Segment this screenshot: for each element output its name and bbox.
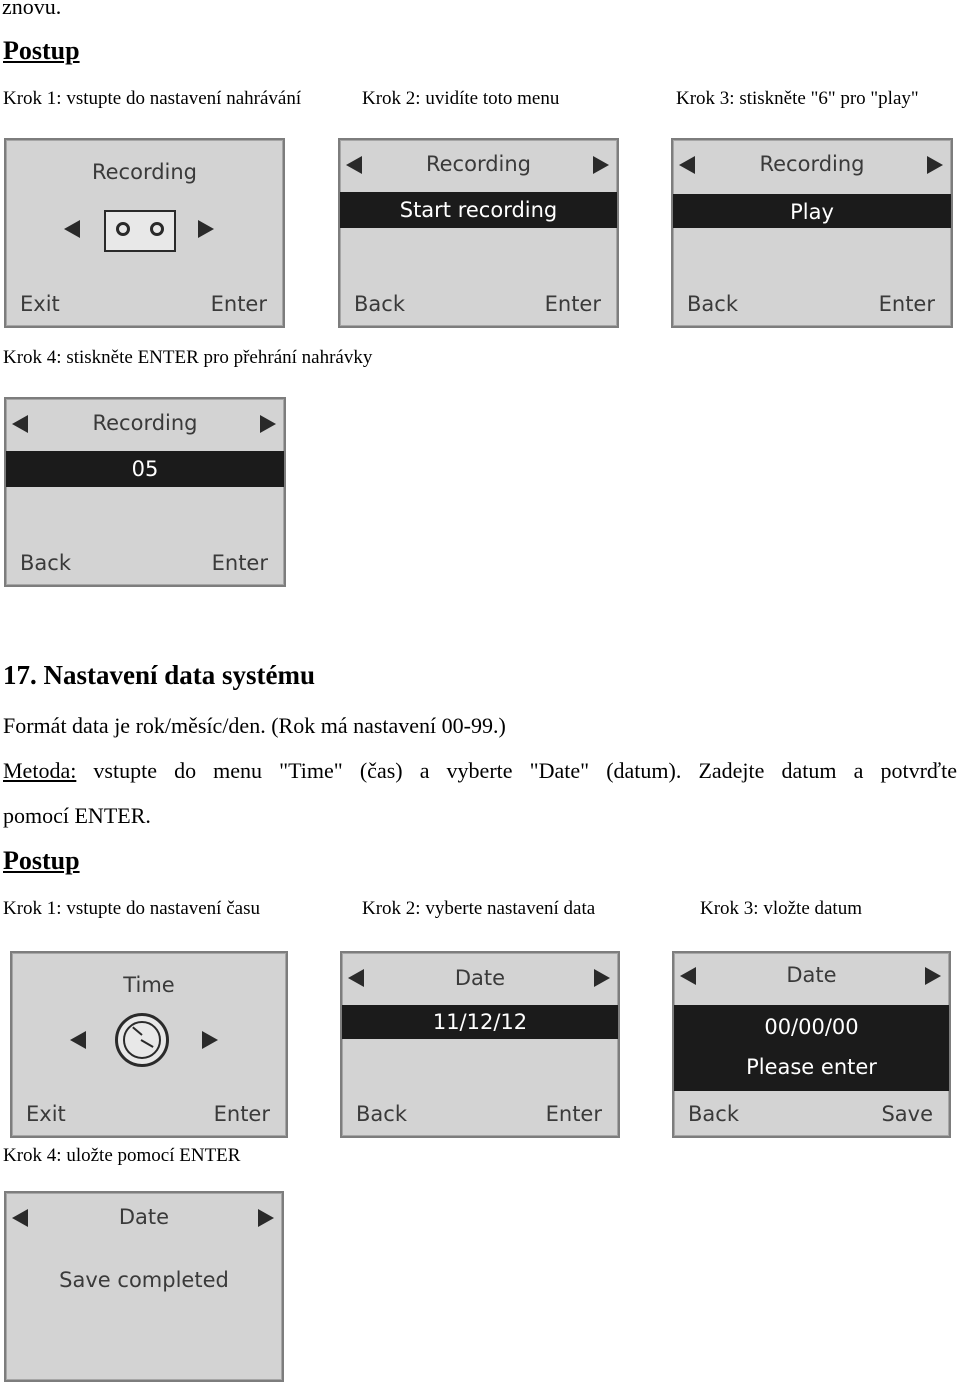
softkey-left: Exit <box>26 1102 66 1126</box>
entry-prompt: Please enter <box>746 1055 877 1079</box>
arrow-right-icon <box>202 1031 218 1049</box>
selected-item-bar: 11/12/12 <box>342 1005 618 1039</box>
device-screen-start-recording <box>338 138 619 328</box>
softkey-left: Back <box>688 1102 739 1126</box>
step-label-1: Krok 1: vstupte do nastavení času <box>3 898 260 919</box>
arrow-right-icon <box>593 156 609 174</box>
softkey-right: Enter <box>210 292 267 316</box>
step-label-2: Krok 2: vyberte nastavení data <box>362 898 596 919</box>
step-label-1: Krok 1: vstupte do nastavení nahrávání <box>3 88 302 109</box>
screen-title: Date <box>786 963 837 987</box>
arrow-left-icon <box>70 1031 86 1049</box>
screen-title: Date <box>454 966 506 990</box>
device-screen-time-menu <box>10 951 288 1138</box>
arrow-right-icon <box>198 220 214 238</box>
softkey-right: Enter <box>878 292 935 316</box>
arrow-right-icon <box>594 969 610 987</box>
screen-title: Recording <box>425 152 532 176</box>
method-text: vstupte do menu "Time" (čas) a vyberte "Date" (datum). Zadejte datum a potvrďte <box>76 758 957 783</box>
arrow-left-icon <box>64 220 80 238</box>
device-screen-date-select <box>340 951 620 1138</box>
screen-title: Recording <box>91 160 198 184</box>
section-heading-1: Postup <box>3 36 80 65</box>
continued-text: znovu. <box>2 0 62 19</box>
status-message: Save completed <box>59 1268 229 1292</box>
step-label-4: Krok 4: stiskněte ENTER pro přehrání nahrávky <box>3 347 373 368</box>
device-screen-play <box>671 138 953 328</box>
softkey-right: Enter <box>545 1102 602 1126</box>
clock-icon <box>115 1013 169 1067</box>
arrow-right-icon <box>927 156 943 174</box>
screen-title: Date <box>118 1205 170 1229</box>
softkey-left: Back <box>687 292 738 316</box>
format-description: Formát data je rok/měsíc/den. (Rok má nastavení 00-99.) <box>3 713 506 738</box>
arrow-right-icon <box>925 967 941 985</box>
device-screen-date-entry <box>672 951 951 1138</box>
softkey-right: Enter <box>211 551 268 575</box>
softkey-left: Exit <box>20 292 60 316</box>
cassette-icon <box>104 210 176 252</box>
softkey-left: Back <box>354 292 405 316</box>
softkey-right: Save <box>881 1102 933 1126</box>
step-label-3: Krok 3: vložte datum <box>700 898 862 919</box>
device-screen-save-completed <box>4 1191 284 1382</box>
device-screen-recording-number <box>4 397 286 587</box>
method-label: Metoda: <box>3 758 77 783</box>
method-line <box>3 758 957 784</box>
selected-item-bar: Play <box>673 194 951 228</box>
softkey-left: Back <box>356 1102 407 1126</box>
step-label-3: Krok 3: stiskněte "6" pro "play" <box>676 88 919 109</box>
chapter-heading: 17. Nastavení data systému <box>3 660 316 690</box>
method-line-2: pomocí ENTER. <box>3 803 151 828</box>
section-heading-2: Postup <box>3 846 80 875</box>
device-screen-recording-menu <box>4 138 285 328</box>
step-label-4: Krok 4: uložte pomocí ENTER <box>3 1145 241 1166</box>
softkey-right: Enter <box>544 292 601 316</box>
screen-title: Recording <box>92 411 198 435</box>
screen-title: Time <box>123 973 175 997</box>
arrow-right-icon <box>258 1209 274 1227</box>
selected-item-bar: 05 <box>6 451 284 487</box>
softkey-right: Enter <box>213 1102 270 1126</box>
softkey-left: Back <box>20 551 71 575</box>
step-label-2: Krok 2: uvidíte toto menu <box>362 88 560 109</box>
selected-item-bar: Start recording <box>340 192 617 228</box>
screen-title: Recording <box>759 152 865 176</box>
arrow-right-icon <box>260 415 276 433</box>
date-entry-value: 00/00/00 <box>764 1015 859 1039</box>
